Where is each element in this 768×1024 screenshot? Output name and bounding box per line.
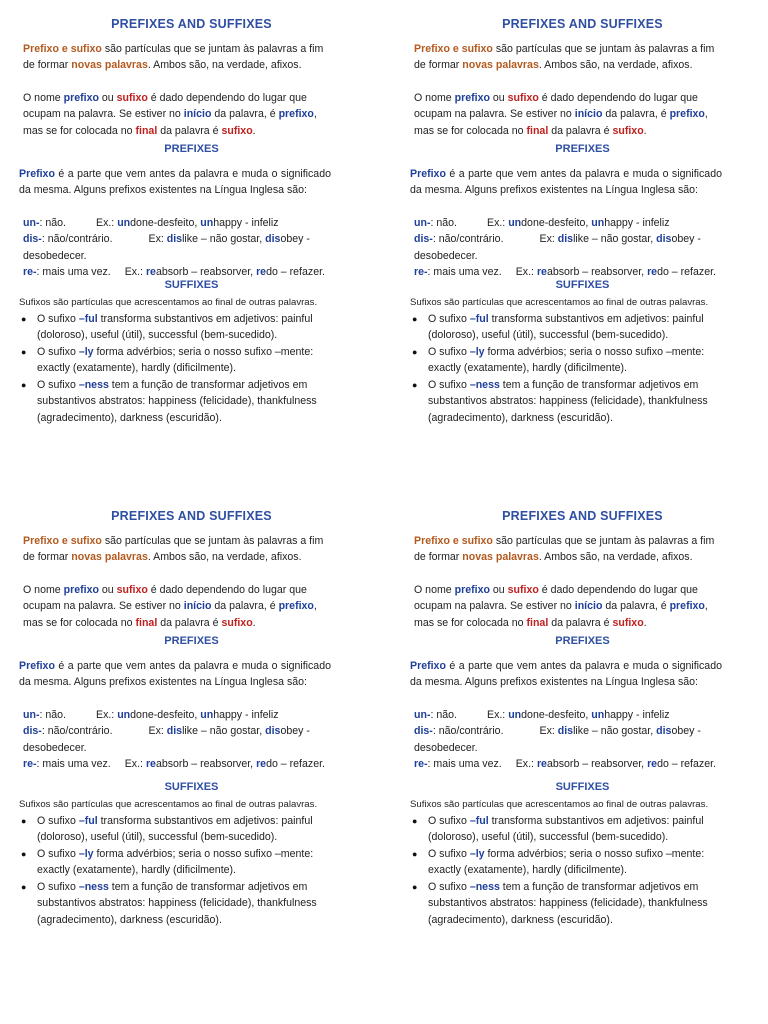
term-prefixo: prefixo (454, 583, 490, 596)
nome-text: da palavra é (157, 616, 222, 629)
example-word: obey - desobedecer. (23, 725, 310, 754)
example-label: Ex.: (96, 216, 118, 229)
suffixes-heading: SUFFIXES (164, 278, 219, 291)
example-word: happy - infeliz (604, 216, 670, 229)
prefix-highlight: dis (265, 233, 281, 245)
nome-text: ou (489, 583, 508, 596)
prefix-un: un- (23, 708, 40, 721)
example-label: Ex.: (124, 758, 146, 770)
card-title: PREFIXES AND SUFFIXES (111, 509, 272, 523)
term-prefixo: prefixo (669, 108, 705, 120)
card-title: PREFIXES AND SUFFIXES (502, 17, 663, 31)
term-sufixo: sufixo (116, 583, 148, 596)
bullet-text: tem a função de transformar adjetivos em substantivos abstratos: happiness (felicidade), thankfulness (agradecimento), darkness (escuridão). (37, 378, 317, 424)
prefix-un: un- (414, 708, 431, 721)
prefix-re: re- (414, 758, 428, 770)
example-word: like – não gostar, (182, 233, 266, 245)
term-inicio: início (183, 108, 212, 120)
prefix-dis: dis- (23, 233, 42, 245)
prefixo-def-text: é a parte que vem antes da palavra e muda o significado da mesma. Alguns prefixos existentes na Língua Inglesa são: (19, 167, 331, 196)
example-label: Ex.: (487, 216, 509, 229)
card-title: PREFIXES AND SUFFIXES (502, 509, 663, 523)
term-final: final (135, 124, 158, 137)
prefix-highlight: re (145, 266, 156, 278)
prefix-highlight: un (508, 708, 522, 721)
prefix-meaning: : mais uma vez. (427, 266, 502, 278)
nome-text: da palavra é (548, 616, 613, 629)
nome-text: , mas se for colocada no (23, 600, 317, 629)
prefix-dis: dis- (414, 725, 433, 737)
nome-text: é dado dependendo do lugar que ocupam na palavra. Se estiver no (23, 91, 307, 120)
nome-text: ou (98, 91, 117, 104)
example-dis (414, 231, 729, 264)
prefix-examples (414, 215, 729, 281)
term-final: final (526, 616, 549, 629)
prefix-meaning: : não. (430, 708, 457, 721)
prefixo-def-text: é a parte que vem antes da palavra e muda o significado da mesma. Alguns prefixos existentes na Língua Inglesa são: (19, 659, 331, 688)
bullet-text: transforma substantivos em adjetivos: painful (doloroso), useful (útil), successful (bem-sucedido). (37, 312, 313, 341)
nome-text: O nome (23, 583, 64, 596)
bullet-text: O sufixo (37, 345, 79, 358)
prefix-un: un- (414, 216, 431, 229)
term-sufixo: sufixo (221, 616, 253, 629)
bullet-text: transforma substantivos em adjetivos: painful (doloroso), useful (útil), successful (bem-sucedido). (428, 814, 704, 843)
list-item (19, 377, 337, 427)
example-dis (23, 231, 338, 264)
prefix-highlight: re (536, 758, 547, 770)
nome-text: da palavra, é (211, 600, 279, 612)
bullet-text: O sufixo (428, 345, 470, 358)
suffix-ful: –ful (469, 814, 489, 827)
nome-text: . (643, 124, 647, 137)
bullet-text: forma advérbios; seria o nosso sufixo –mente: exactly (exatamente), hardly (dificilmente). (428, 847, 705, 876)
example-word: like – não gostar, (573, 233, 657, 245)
prefix-highlight: un (117, 708, 131, 721)
list-item (410, 846, 728, 879)
list-item (410, 311, 728, 344)
suffix-list (19, 311, 364, 427)
nome-text: O nome (23, 91, 64, 104)
term-novas-palavras: novas palavras (462, 551, 539, 563)
example-label: Ex.: (124, 266, 146, 278)
intro-paragraph (414, 533, 729, 566)
prefix-meaning: : não. (39, 216, 66, 229)
example-un (23, 215, 338, 232)
list-item (19, 311, 337, 344)
prefix-highlight: re (536, 266, 547, 278)
example-word: obey - desobedecer. (414, 725, 701, 754)
bullet-text: O sufixo (37, 312, 79, 325)
example-word: happy - infeliz (213, 216, 279, 229)
nome-text: . (643, 616, 647, 629)
example-label: Ex: (148, 725, 167, 737)
bullet-text: O sufixo (37, 847, 79, 860)
nome-text: da palavra, é (602, 600, 670, 612)
example-word: do – refazer. (657, 266, 716, 278)
example-word: like – não gostar, (573, 725, 657, 737)
prefix-examples (23, 707, 338, 773)
term-inicio: início (574, 108, 603, 120)
example-label: Ex.: (487, 708, 509, 721)
prefix-meaning: : não/contrário. (41, 725, 113, 737)
handout-card (19, 508, 364, 988)
prefixes-heading: PREFIXES (555, 143, 610, 155)
prefix-highlight: dis (656, 233, 672, 245)
term-prefixo-def: Prefixo (410, 659, 446, 672)
intro-text-2: . Ambos são, na verdade, afixos. (538, 551, 693, 563)
list-item (410, 377, 728, 427)
example-word: absorb – reabsorver, (155, 758, 257, 770)
prefixes-heading: PREFIXES (164, 143, 219, 155)
example-word: done-desfeito, (130, 216, 201, 229)
example-word: happy - infeliz (213, 708, 279, 721)
example-word: do – refazer. (657, 758, 716, 770)
prefix-meaning: : não/contrário. (432, 725, 504, 737)
intro-text-2: . Ambos são, na verdade, afixos. (147, 59, 302, 71)
suffix-intro: Sufixos são partículas que acrescentamos ao final de outras palavras. (410, 297, 709, 308)
bullet-text: O sufixo (428, 814, 470, 827)
handout-card (410, 16, 755, 496)
intro-text-1: são partículas que se juntam às palavras a fim de formar (23, 534, 324, 563)
nome-paragraph (414, 90, 729, 140)
example-word: happy - infeliz (604, 708, 670, 721)
example-un (23, 707, 338, 724)
suffix-ness: –ness (78, 880, 109, 893)
nome-text: é dado dependendo do lugar que ocupam na palavra. Se estiver no (23, 583, 307, 612)
prefix-highlight: un (591, 216, 605, 229)
list-item (410, 344, 728, 377)
example-label: Ex.: (96, 708, 118, 721)
suffix-ly: –ly (469, 345, 485, 358)
bullet-text: O sufixo (37, 880, 79, 893)
nome-paragraph (23, 90, 338, 140)
suffix-ly: –ly (78, 847, 94, 860)
term-sufixo: sufixo (116, 91, 148, 104)
intro-text-2: . Ambos são, na verdade, afixos. (538, 59, 693, 71)
prefix-highlight: un (508, 216, 522, 229)
bullet-text: O sufixo (37, 814, 79, 827)
example-dis (23, 723, 338, 756)
example-word: absorb – reabsorver, (546, 758, 648, 770)
bullet-text: forma advérbios; seria o nosso sufixo –mente: exactly (exatamente), hardly (dificilmente). (37, 345, 314, 374)
prefix-dis: dis- (23, 725, 42, 737)
term-prefixo-e-sufixo: Prefixo e sufixo (414, 42, 493, 55)
prefix-highlight: re (647, 758, 658, 770)
prefix-highlight: dis (557, 233, 574, 245)
nome-text: ou (489, 91, 508, 104)
list-item (19, 879, 337, 929)
prefix-examples (23, 215, 338, 281)
intro-paragraph (23, 533, 338, 566)
term-prefixo: prefixo (454, 91, 490, 104)
term-prefixo: prefixo (278, 600, 314, 612)
prefix-examples (414, 707, 729, 773)
suffix-ful: –ful (78, 814, 98, 827)
nome-text: . (252, 124, 256, 137)
prefix-meaning: : não/contrário. (432, 233, 504, 245)
term-sufixo: sufixo (507, 583, 539, 596)
term-prefixo-def: Prefixo (410, 167, 446, 180)
nome-text: . (252, 616, 256, 629)
nome-text: é dado dependendo do lugar que ocupam na palavra. Se estiver no (414, 583, 698, 612)
prefix-meaning: : não/contrário. (41, 233, 113, 245)
term-final: final (526, 124, 549, 137)
list-item (410, 813, 728, 846)
prefixo-def-text: é a parte que vem antes da palavra e muda o significado da mesma. Alguns prefixos existentes na Língua Inglesa são: (410, 659, 722, 688)
prefix-meaning: : mais uma vez. (36, 758, 111, 770)
suffixes-heading: SUFFIXES (555, 780, 610, 793)
nome-text: O nome (414, 91, 455, 104)
example-word: do – refazer. (266, 758, 325, 770)
intro-paragraph (414, 41, 729, 74)
prefix-highlight: dis (557, 725, 574, 737)
term-novas-palavras: novas palavras (71, 59, 148, 71)
nome-paragraph (23, 582, 338, 632)
nome-paragraph (414, 582, 729, 632)
prefix-highlight: dis (265, 725, 281, 737)
bullet-text: tem a função de transformar adjetivos em substantivos abstratos: happiness (felicidade), thankfulness (agradecimento), darkness (escuridão). (37, 880, 317, 926)
example-word: do – refazer. (266, 266, 325, 278)
prefix-highlight: dis (656, 725, 672, 737)
prefix-highlight: re (256, 266, 267, 278)
list-item (19, 846, 337, 879)
prefix-highlight: re (647, 266, 658, 278)
nome-text: ou (98, 583, 117, 596)
bullet-text: forma advérbios; seria o nosso sufixo –mente: exactly (exatamente), hardly (dificilmente). (428, 345, 705, 374)
suffix-intro: Sufixos são partículas que acrescentamos ao final de outras palavras. (410, 799, 709, 810)
intro-text-1: são partículas que se juntam às palavras a fim de formar (23, 42, 324, 71)
prefixo-definition (19, 166, 331, 199)
nome-text: da palavra, é (602, 108, 670, 120)
prefix-meaning: : não. (39, 708, 66, 721)
bullet-text: O sufixo (428, 847, 470, 860)
example-word: absorb – reabsorver, (546, 266, 648, 278)
term-prefixo-e-sufixo: Prefixo e sufixo (23, 534, 102, 547)
suffix-ly: –ly (78, 345, 94, 358)
prefix-highlight: un (200, 708, 214, 721)
intro-paragraph (23, 41, 338, 74)
example-label: Ex.: (515, 758, 537, 770)
example-word: done-desfeito, (130, 708, 201, 721)
term-prefixo-e-sufixo: Prefixo e sufixo (414, 534, 493, 547)
intro-text-1: são partículas que se juntam às palavras a fim de formar (414, 42, 715, 71)
example-word: done-desfeito, (521, 708, 592, 721)
prefix-meaning: : não. (430, 216, 457, 229)
suffixes-heading: SUFFIXES (164, 780, 219, 793)
nome-text: , mas se for colocada no (414, 600, 708, 629)
example-un (414, 215, 729, 232)
bullet-text: transforma substantivos em adjetivos: painful (doloroso), useful (útil), successful (bem-sucedido). (428, 312, 704, 341)
prefixo-definition (410, 166, 722, 199)
suffix-list (410, 311, 755, 427)
example-word: done-desfeito, (521, 216, 592, 229)
card-title: PREFIXES AND SUFFIXES (111, 17, 272, 31)
term-inicio: início (183, 600, 212, 612)
prefixo-definition (410, 658, 722, 691)
example-word: absorb – reabsorver, (155, 266, 257, 278)
prefix-highlight: un (591, 708, 605, 721)
handout-card (19, 16, 364, 496)
prefixo-definition (19, 658, 331, 691)
nome-text: da palavra, é (211, 108, 279, 120)
term-prefixo-def: Prefixo (19, 167, 55, 180)
prefix-highlight: un (200, 216, 214, 229)
example-label: Ex: (148, 233, 167, 245)
prefix-highlight: re (145, 758, 156, 770)
suffix-list (410, 813, 755, 929)
prefixes-heading: PREFIXES (164, 635, 219, 647)
example-word: obey - desobedecer. (414, 233, 701, 262)
example-word: obey - desobedecer. (23, 233, 310, 262)
nome-text: , mas se for colocada no (23, 108, 317, 137)
term-prefixo: prefixo (669, 600, 705, 612)
example-un (414, 707, 729, 724)
prefix-re: re- (23, 266, 37, 278)
term-sufixo: sufixo (612, 124, 644, 137)
bullet-text: O sufixo (37, 378, 79, 391)
example-label: Ex.: (515, 266, 537, 278)
bullet-text: forma advérbios; seria o nosso sufixo –mente: exactly (exatamente), hardly (dificilmente). (37, 847, 314, 876)
bullet-text: tem a função de transformar adjetivos em substantivos abstratos: happiness (felicidade), thankfulness (agradecimento), darkness (escuridão). (428, 378, 708, 424)
nome-text: da palavra é (157, 124, 222, 137)
suffix-intro: Sufixos são partículas que acrescentamos ao final de outras palavras. (19, 297, 318, 308)
prefix-re: re- (23, 758, 37, 770)
prefix-highlight: un (117, 216, 131, 229)
list-item (19, 344, 337, 377)
term-novas-palavras: novas palavras (71, 551, 148, 563)
example-word: like – não gostar, (182, 725, 266, 737)
term-sufixo: sufixo (507, 91, 539, 104)
intro-text-2: . Ambos são, na verdade, afixos. (147, 551, 302, 563)
suffixes-heading: SUFFIXES (555, 278, 610, 291)
prefix-highlight: re (256, 758, 267, 770)
term-prefixo-def: Prefixo (19, 659, 55, 672)
suffix-ly: –ly (469, 847, 485, 860)
term-sufixo: sufixo (612, 616, 644, 629)
handout-card (410, 508, 755, 988)
bullet-text: O sufixo (428, 378, 470, 391)
example-re (23, 756, 338, 773)
term-prefixo: prefixo (278, 108, 314, 120)
prefix-highlight: dis (166, 233, 183, 245)
bullet-text: tem a função de transformar adjetivos em substantivos abstratos: happiness (felicidade), thankfulness (agradecimento), darkness (escuridão). (428, 880, 708, 926)
suffix-ful: –ful (78, 312, 98, 325)
prefix-dis: dis- (414, 233, 433, 245)
nome-text: , mas se for colocada no (414, 108, 708, 137)
suffix-list (19, 813, 364, 929)
bullet-text: O sufixo (428, 880, 470, 893)
example-re (414, 756, 729, 773)
prefix-meaning: : mais uma vez. (427, 758, 502, 770)
term-prefixo: prefixo (63, 583, 99, 596)
example-dis (414, 723, 729, 756)
suffix-intro: Sufixos são partículas que acrescentamos ao final de outras palavras. (19, 799, 318, 810)
prefix-re: re- (414, 266, 428, 278)
suffix-ful: –ful (469, 312, 489, 325)
example-label: Ex: (539, 725, 558, 737)
suffix-ness: –ness (78, 378, 109, 391)
term-sufixo: sufixo (221, 124, 253, 137)
term-prefixo: prefixo (63, 91, 99, 104)
list-item (19, 813, 337, 846)
nome-text: O nome (414, 583, 455, 596)
prefixo-def-text: é a parte que vem antes da palavra e muda o significado da mesma. Alguns prefixos existentes na Língua Inglesa são: (410, 167, 722, 196)
term-prefixo-e-sufixo: Prefixo e sufixo (23, 42, 102, 55)
example-label: Ex: (539, 233, 558, 245)
list-item (410, 879, 728, 929)
nome-text: da palavra é (548, 124, 613, 137)
term-final: final (135, 616, 158, 629)
term-inicio: início (574, 600, 603, 612)
bullet-text: O sufixo (428, 312, 470, 325)
suffix-ness: –ness (469, 880, 500, 893)
nome-text: é dado dependendo do lugar que ocupam na palavra. Se estiver no (414, 91, 698, 120)
intro-text-1: são partículas que se juntam às palavras a fim de formar (414, 534, 715, 563)
term-novas-palavras: novas palavras (462, 59, 539, 71)
prefixes-heading: PREFIXES (555, 635, 610, 647)
prefix-un: un- (23, 216, 40, 229)
suffix-ness: –ness (469, 378, 500, 391)
bullet-text: transforma substantivos em adjetivos: painful (doloroso), useful (útil), successful (bem-sucedido). (37, 814, 313, 843)
prefix-highlight: dis (166, 725, 183, 737)
prefix-meaning: : mais uma vez. (36, 266, 111, 278)
